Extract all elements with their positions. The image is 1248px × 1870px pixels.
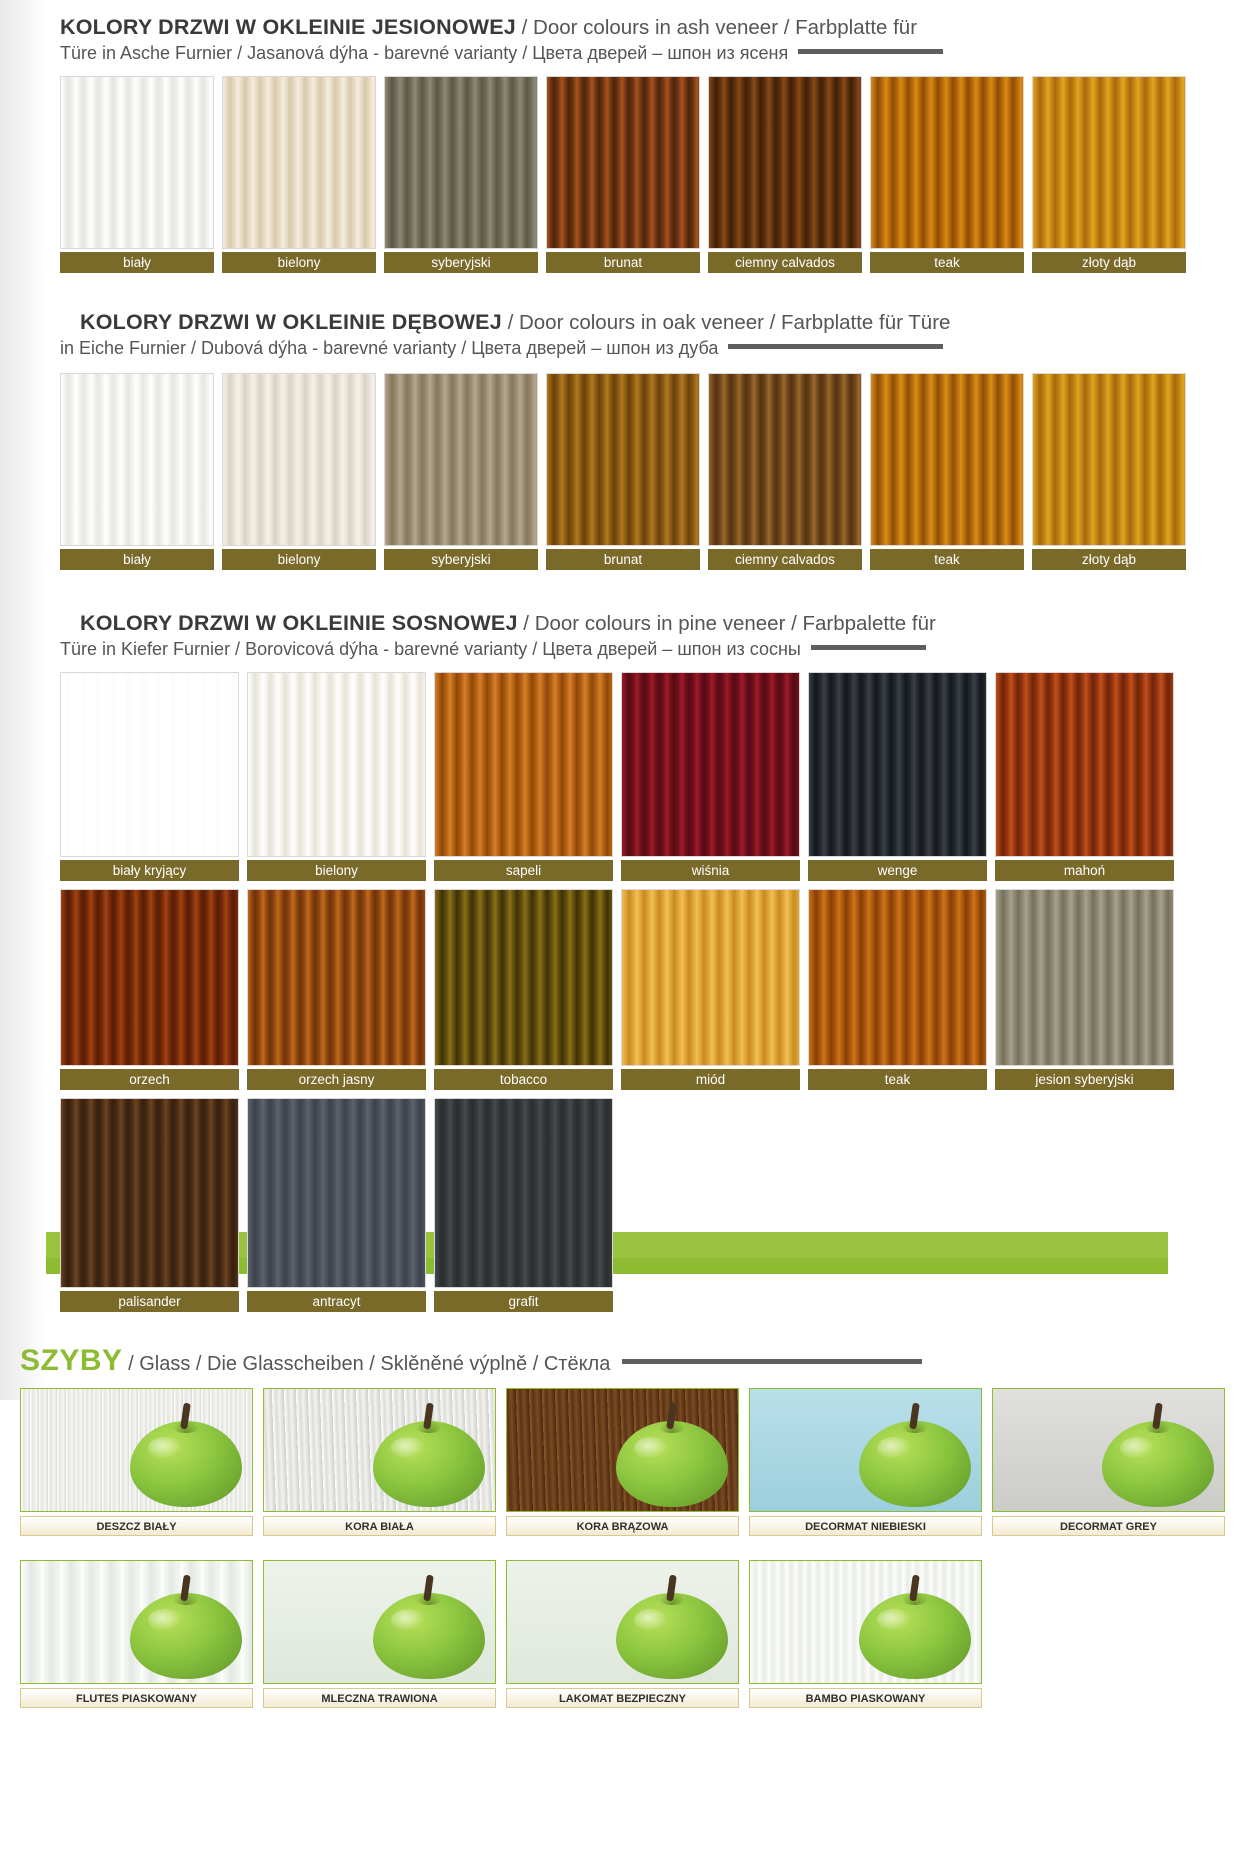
swatch-label: bielony xyxy=(222,252,376,273)
colour-swatch xyxy=(60,672,239,881)
swatch-label: syberyjski xyxy=(384,252,538,273)
colour-swatch xyxy=(621,889,800,1090)
heading-rest-ash: / Door colours in ash veneer / Farbplatte für xyxy=(515,16,918,39)
swatch-sample xyxy=(60,373,214,546)
heading-line2-pine: Türe in Kiefer Furnier / Borovicová dýha - barevné varianty / Цвета дверей – шпон из сосны xyxy=(60,639,801,659)
glass-sample xyxy=(263,1560,496,1684)
colour-swatch xyxy=(60,76,214,273)
section-heading-oak xyxy=(0,309,1248,361)
section-heading-pine xyxy=(0,610,1248,662)
colour-swatch xyxy=(708,76,862,273)
colour-swatch xyxy=(60,889,239,1090)
heading-rest-pine: / Door colours in pine veneer / Farbpalette für xyxy=(517,612,936,635)
colour-swatch xyxy=(546,76,700,273)
swatch-row-pine-3 xyxy=(0,1098,1248,1312)
swatch-sample xyxy=(995,672,1174,857)
colour-swatch xyxy=(995,889,1174,1090)
glass-swatch xyxy=(20,1388,253,1536)
glass-title: SZYBY xyxy=(20,1344,123,1377)
glass-swatch xyxy=(20,1560,253,1708)
colour-swatch xyxy=(621,672,800,881)
apple-icon xyxy=(130,1575,242,1679)
colour-swatch xyxy=(384,373,538,570)
swatch-label: ciemny calvados xyxy=(708,252,862,273)
swatch-label: brunat xyxy=(546,252,700,273)
swatch-label: sapeli xyxy=(434,860,613,881)
swatch-sample xyxy=(708,76,862,249)
swatch-label: bielony xyxy=(247,860,426,881)
glass-swatch xyxy=(992,1388,1225,1536)
glass-label: KORA BRĄZOWA xyxy=(506,1516,739,1536)
swatch-sample xyxy=(222,373,376,546)
heading-rule-oak xyxy=(728,344,943,349)
glass-sample xyxy=(506,1560,739,1684)
swatch-sample xyxy=(708,373,862,546)
colour-swatch xyxy=(995,672,1174,881)
swatch-sample xyxy=(995,889,1174,1066)
section-heading-ash xyxy=(0,14,1248,66)
colour-swatch xyxy=(1032,76,1186,273)
colour-swatch xyxy=(247,1098,426,1312)
swatch-label: bielony xyxy=(222,549,376,570)
glass-label: BAMBO PIASKOWANY xyxy=(749,1688,982,1708)
swatch-label: orzech jasny xyxy=(247,1069,426,1090)
swatch-sample xyxy=(621,672,800,857)
swatch-sample xyxy=(870,373,1024,546)
apple-icon xyxy=(616,1403,728,1507)
swatch-label: wiśnia xyxy=(621,860,800,881)
glass-swatch xyxy=(506,1388,739,1536)
swatch-label: ciemny calvados xyxy=(708,549,862,570)
glass-sample xyxy=(506,1388,739,1512)
colour-swatch xyxy=(222,373,376,570)
swatch-label: antracyt xyxy=(247,1291,426,1312)
colour-swatch xyxy=(434,672,613,881)
swatch-sample xyxy=(1032,76,1186,249)
glass-swatch xyxy=(506,1560,739,1708)
swatch-sample xyxy=(808,672,987,857)
colour-swatch xyxy=(870,373,1024,570)
swatch-sample xyxy=(60,76,214,249)
swatch-sample xyxy=(247,672,426,857)
swatch-sample xyxy=(60,672,239,857)
heading-line2-oak: in Eiche Furnier / Dubová dýha - barevné varianty / Цвета дверей – шпон из дуба xyxy=(60,338,719,358)
swatch-sample xyxy=(384,373,538,546)
glass-sample xyxy=(992,1388,1225,1512)
swatch-sample xyxy=(546,373,700,546)
swatch-sample xyxy=(434,672,613,857)
swatch-sample xyxy=(621,889,800,1066)
swatch-label: złoty dąb xyxy=(1032,549,1186,570)
glass-label: KORA BIAŁA xyxy=(263,1516,496,1536)
swatch-row-ash xyxy=(0,76,1248,273)
glass-sample xyxy=(749,1388,982,1512)
glass-row-2 xyxy=(0,1560,1248,1708)
swatch-label: biały xyxy=(60,549,214,570)
swatch-row-pine-2 xyxy=(0,889,1248,1090)
swatch-label: mahoń xyxy=(995,860,1174,881)
swatch-label: brunat xyxy=(546,549,700,570)
colour-swatch xyxy=(222,76,376,273)
glass-label: DESZCZ BIAŁY xyxy=(20,1516,253,1536)
heading-rule-ash xyxy=(798,49,943,54)
glass-label: DECORMAT GREY xyxy=(992,1516,1225,1536)
swatch-label: teak xyxy=(870,549,1024,570)
swatch-sample xyxy=(1032,373,1186,546)
heading-rule-glass xyxy=(622,1359,922,1364)
heading-line2-ash: Türe in Asche Furnier / Jasanová dýha - barevné varianty / Цвета дверей – шпон из ясеня xyxy=(60,43,789,63)
swatch-label: biały xyxy=(60,252,214,273)
colour-swatch xyxy=(247,672,426,881)
colour-swatch xyxy=(247,889,426,1090)
colour-swatch xyxy=(808,672,987,881)
swatch-sample xyxy=(384,76,538,249)
colour-swatch xyxy=(546,373,700,570)
glass-swatch xyxy=(263,1388,496,1536)
apple-icon xyxy=(373,1575,485,1679)
swatch-label: teak xyxy=(808,1069,987,1090)
swatch-sample xyxy=(434,889,613,1066)
swatch-label: jesion syberyjski xyxy=(995,1069,1174,1090)
apple-icon xyxy=(859,1575,971,1679)
swatch-label: biały kryjący xyxy=(60,860,239,881)
glass-label: FLUTES PIASKOWANY xyxy=(20,1688,253,1708)
swatch-sample xyxy=(60,1098,239,1288)
glass-title-rest: / Glass / Die Glasscheiben / Sklěněné výplně / Стёкла xyxy=(122,1353,611,1375)
colour-swatch xyxy=(870,76,1024,273)
swatch-sample xyxy=(434,1098,613,1288)
glass-swatch xyxy=(263,1560,496,1708)
apple-icon xyxy=(616,1575,728,1679)
glass-label: MLECZNA TRAWIONA xyxy=(263,1688,496,1708)
colour-swatch xyxy=(1032,373,1186,570)
colour-swatch xyxy=(60,1098,239,1312)
section-heading-glass xyxy=(0,1344,1248,1378)
swatch-sample xyxy=(247,1098,426,1288)
glass-row-1 xyxy=(0,1388,1248,1536)
swatch-sample xyxy=(60,889,239,1066)
colour-swatch xyxy=(384,76,538,273)
apple-icon xyxy=(373,1403,485,1507)
glass-sample xyxy=(263,1388,496,1512)
glass-swatch xyxy=(749,1560,982,1708)
swatch-label: teak xyxy=(870,252,1024,273)
apple-icon xyxy=(130,1403,242,1507)
glass-sample xyxy=(20,1388,253,1512)
swatch-label: złoty dąb xyxy=(1032,252,1186,273)
glass-label: LAKOMAT BEZPIECZNY xyxy=(506,1688,739,1708)
glass-label: DECORMAT NIEBIESKI xyxy=(749,1516,982,1536)
swatch-sample xyxy=(222,76,376,249)
swatch-row-oak xyxy=(0,373,1248,570)
glass-sample xyxy=(749,1560,982,1684)
swatch-sample xyxy=(808,889,987,1066)
apple-icon xyxy=(859,1403,971,1507)
colour-swatch xyxy=(60,373,214,570)
swatch-row-pine-1 xyxy=(0,672,1248,881)
swatch-label: wenge xyxy=(808,860,987,881)
heading-rule-pine xyxy=(811,645,926,650)
glass-swatch xyxy=(749,1388,982,1536)
swatch-label: orzech xyxy=(60,1069,239,1090)
swatch-label: palisander xyxy=(60,1291,239,1312)
glass-sample xyxy=(20,1560,253,1684)
swatch-sample xyxy=(247,889,426,1066)
heading-bold-ash: KOLORY DRZWI W OKLEINIE JESIONOWEJ xyxy=(60,15,516,39)
colour-swatch xyxy=(708,373,862,570)
swatch-label: miód xyxy=(621,1069,800,1090)
colour-swatch xyxy=(434,889,613,1090)
swatch-label: grafit xyxy=(434,1291,613,1312)
colour-swatch xyxy=(434,1098,613,1312)
heading-bold-pine: KOLORY DRZWI W OKLEINIE SOSNOWEJ xyxy=(80,611,518,635)
heading-rest-oak: / Door colours in oak veneer / Farbplatte für Türe xyxy=(501,311,951,334)
heading-bold-oak: KOLORY DRZWI W OKLEINIE DĘBOWEJ xyxy=(80,310,502,334)
swatch-label: tobacco xyxy=(434,1069,613,1090)
apple-icon xyxy=(1102,1403,1214,1507)
colour-swatch xyxy=(808,889,987,1090)
swatch-sample xyxy=(870,76,1024,249)
swatch-label: syberyjski xyxy=(384,549,538,570)
swatch-sample xyxy=(546,76,700,249)
